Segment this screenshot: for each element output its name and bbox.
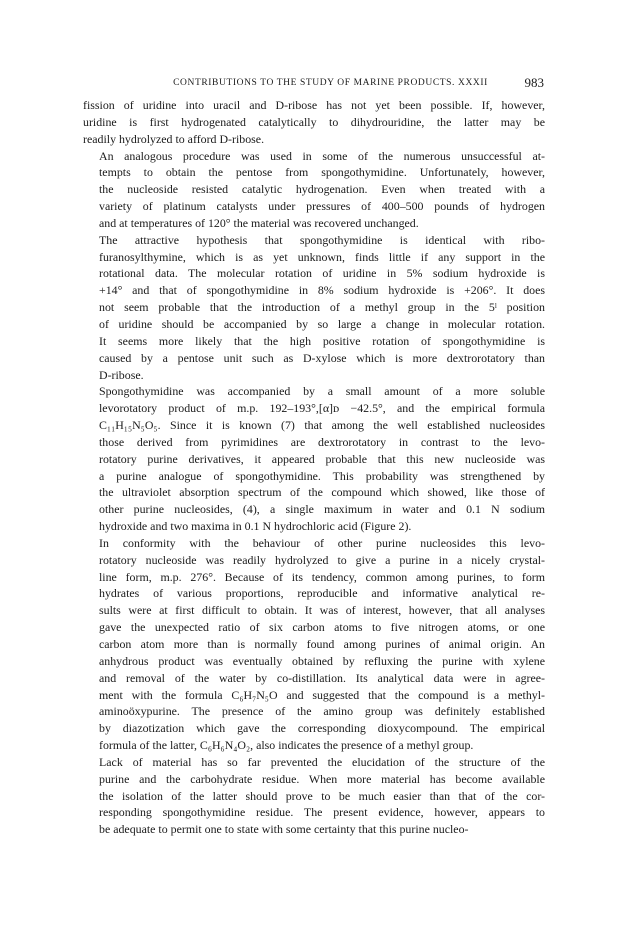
text-line: levorotatory product of m.p. 192–193°,[α]ᴅ −42.5°, and the empirical formula	[99, 401, 545, 416]
text-line: by diazotization which gave the corresponding dioxycompound. The empirical	[99, 721, 545, 736]
text-line: hydrates of various proportions, reproducible and informative analytical re-	[99, 586, 545, 601]
text-line: of uridine should be accompanied by so large a change in molecular rotation.	[99, 316, 545, 331]
text-line: The attractive hypothesis that spongothymidine is identical with ribo-	[99, 232, 545, 247]
text-line: ment with the formula C₆H₇N₅O and suggested that the compound is a methyl-	[99, 687, 545, 702]
text-line: be adequate to permit one to state with some certainty that this purine nucleo-	[99, 822, 469, 837]
text-line: Spongothymidine was accompanied by a small amount of a more soluble	[99, 384, 545, 399]
text-line: the nucleoside resisted catalytic hydrogenation. Even when treated with a	[99, 182, 545, 197]
text-line: gave the unexpected ratio of six carbon atoms to five nitrogen atoms, or one	[99, 620, 545, 635]
article-body	[83, 97, 545, 838]
text-line: uridine is first hydrogenated catalytically to dihydrouridine, the latter may be	[83, 114, 545, 129]
text-line: furanosylthymine, which is as yet unknown, finds little if any support in the	[99, 249, 545, 264]
text-line: carbon atom more than is normally found among purines of animal origin. An	[99, 637, 545, 651]
text-line: It seems more likely that the high positive rotation of spongothymidine is	[99, 333, 545, 348]
text-line: other purine nucleosides, (4), a single maximum in water and 0.1 N sodium	[99, 502, 545, 517]
text-line: and at temperatures of 120° the material was recovered unchanged.	[99, 215, 419, 230]
text-line: line form, m.p. 276°. Because of its tendency, common among purines, to form	[99, 569, 545, 584]
text-line: rotatory nucleoside was readily hydrolyzed to give a purine in a nicely crystal-	[99, 552, 545, 567]
paragraph	[83, 97, 545, 148]
paragraph	[83, 232, 545, 384]
text-line: those derived from pyrimidines are dextrorotatory in contrast to the levo-	[99, 434, 545, 449]
running-title: CONTRIBUTIONS TO THE STUDY OF MARINE PRODUCTS. XXXII	[173, 78, 488, 88]
text-line: In conformity with the behaviour of other purine nucleosides this levo-	[99, 535, 545, 550]
text-line: An analogous procedure was used in some of the numerous unsuccessful at-	[99, 148, 545, 163]
text-line: fission of uridine into uracil and D-ribose has not yet been possible. If, however,	[83, 98, 545, 112]
text-line: the isolation of the latter should prove to be much easier than that of the cor-	[99, 788, 545, 803]
text-line: aminoöxypurine. The presence of the amino group was definitely established	[99, 704, 545, 719]
paragraph	[83, 535, 545, 754]
paragraph	[83, 148, 545, 232]
text-line: variety of platinum catalysts under pressures of 400–500 pounds of hydrogen	[99, 199, 545, 214]
text-line: purine and the carbohydrate residue. When more material has become available	[99, 771, 545, 786]
text-line: formula of the latter, C₆H₆N₄O₂, also indicates the presence of a methyl group.	[99, 738, 474, 753]
text-line: hydroxide and two maxima in 0.1 N hydrochloric acid (Figure 2).	[99, 519, 412, 534]
text-line: sults were at first difficult to obtain. It was of interest, however, that all analyses	[99, 603, 545, 618]
text-line: C₁₁H₁₅N₅O₅. Since it is known (7) that among the well established nucleosides	[99, 418, 545, 433]
text-line: and removal of the water by co-distillation. Its analytical data were in agree-	[99, 670, 545, 685]
text-line: Lack of material has so far prevented the elucidation of the structure of the	[99, 754, 545, 769]
text-line: D-ribose.	[99, 367, 144, 382]
text-line: rotatory purine derivatives, it appeared probable that this new nucleoside was	[99, 451, 545, 466]
paragraph	[83, 383, 545, 535]
text-line: not seem probable that the introduction of a methyl group in the 5ˡ position	[99, 300, 545, 315]
paragraph	[83, 754, 545, 838]
text-line: the ultraviolet absorption spectrum of the compound which showed, like those of	[99, 485, 545, 500]
text-line: caused by a pentose unit such as D-xylose which is more dextrorotatory than	[99, 350, 545, 365]
text-line: +14° and that of spongothymidine in 8% sodium hydroxide is +206°. It does	[99, 283, 545, 298]
page-number: 983	[524, 75, 544, 90]
text-line: tempts to obtain the pentose from spongothymidine. Unfortunately, however,	[99, 165, 545, 180]
text-line: anhydrous product was eventually obtained by refluxing the purine with xylene	[99, 653, 545, 668]
text-line: rotational data. The molecular rotation of uridine in 5% sodium hydroxide is	[99, 266, 545, 281]
text-line: a purine analogue of spongothymidine. This probability was strengthened by	[99, 468, 545, 483]
text-line: responding spongothymidine residue. The present evidence, however, appears to	[99, 805, 545, 820]
text-line: readily hydrolyzed to afford D-ribose.	[83, 131, 265, 146]
